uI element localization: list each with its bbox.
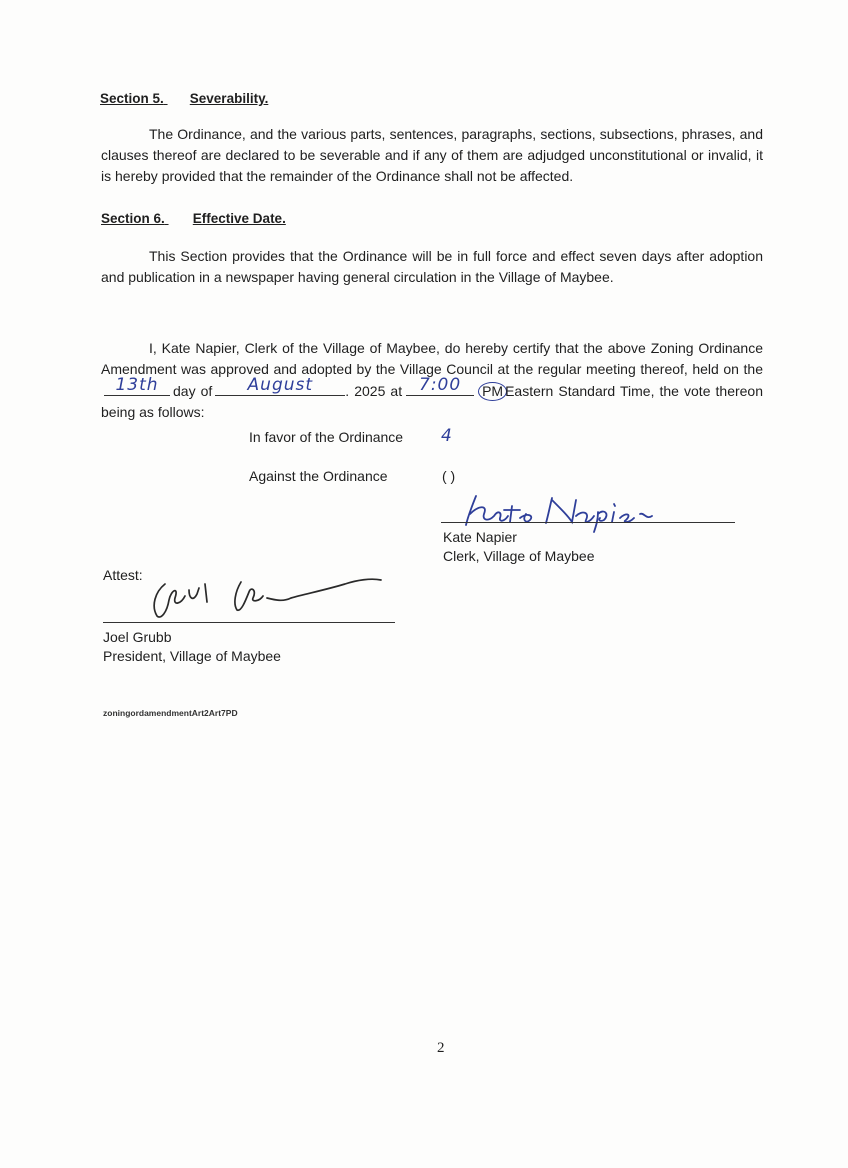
president-signature-line	[103, 622, 395, 623]
section-6-text: This Section provides that the Ordinance will be in full force and effect seven days after adoption and publication in a newspaper having general circulation in the Village of Maybee.	[101, 248, 763, 285]
certification-text-4: Eastern Standard Time, the vote thereon being as follows:	[101, 383, 763, 420]
attest-label: Attest:	[103, 567, 143, 583]
time-field	[406, 375, 474, 396]
pm-circled: PM	[478, 382, 507, 401]
page-number: 2	[437, 1040, 445, 1056]
section-5-body	[101, 124, 763, 187]
certification-text-1: I, Kate Napier, Clerk of the Village of Maybee, do hereby certify that the above Zoning Ordinance Amendment was approved and adopted by the Village Council at the regular meeting thereof, held on the	[101, 340, 763, 377]
clerk-signature-image	[458, 492, 668, 532]
section-6-heading	[101, 211, 286, 226]
month-field	[215, 375, 345, 396]
section-6-body	[101, 246, 763, 288]
day-value: 13th	[115, 375, 159, 395]
president-signature-image	[145, 572, 390, 622]
file-code: zoningordamendmentArt2Art7PD	[103, 708, 238, 718]
time-value: 7:00	[419, 375, 462, 395]
in-favor-value: 4	[441, 426, 452, 446]
certification-text-2: day of	[173, 383, 213, 399]
section-5-text: The Ordinance, and the various parts, sentences, paragraphs, sections, subsections, phrases, and clauses thereof are declared to be severable and if any of them are adjudged unconstitutional or invalid, it is hereby provided that the remainder of the Ordinance shall not be affected.	[101, 126, 763, 184]
president-title: President, Village of Maybee	[103, 648, 281, 664]
certification-text-3: . 2025 at	[345, 383, 403, 399]
in-favor-label: In favor of the Ordinance	[249, 429, 404, 445]
certification-paragraph	[101, 338, 763, 423]
section-5-heading	[100, 91, 268, 106]
section-6-title: Effective Date.	[192, 211, 286, 226]
section-6-number: Section 6.	[101, 211, 165, 226]
clerk-title: Clerk, Village of Maybee	[443, 548, 595, 564]
day-field	[104, 375, 170, 396]
month-value: August	[247, 375, 314, 395]
clerk-signature-line	[441, 522, 735, 523]
section-5-title: Severability.	[189, 91, 269, 106]
against-value: ( )	[442, 468, 456, 484]
president-name: Joel Grubb	[103, 629, 172, 645]
section-5-number: Section 5.	[100, 91, 164, 106]
against-label: Against the Ordinance	[249, 468, 388, 484]
clerk-name: Kate Napier	[443, 529, 517, 545]
